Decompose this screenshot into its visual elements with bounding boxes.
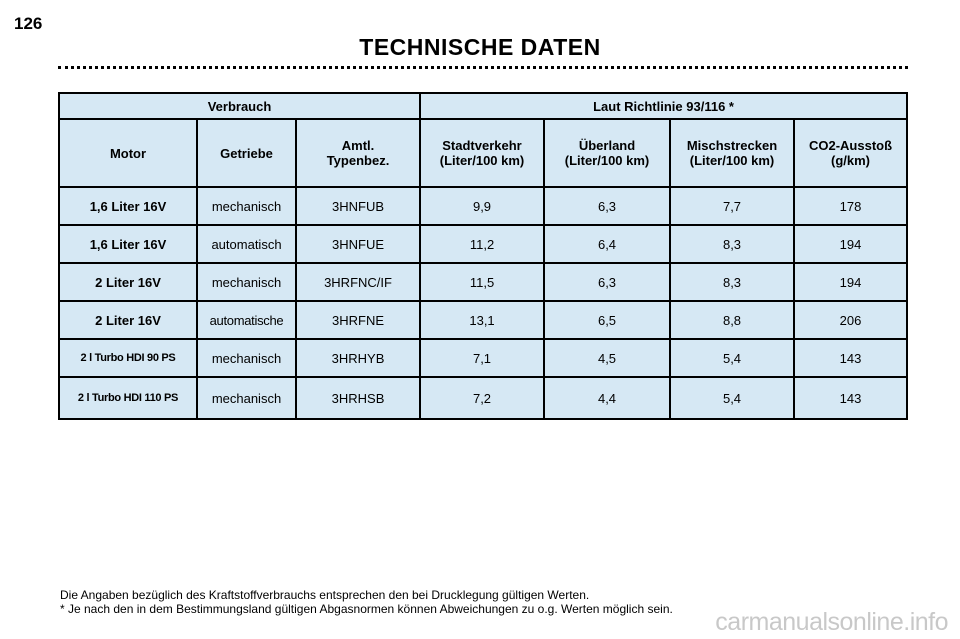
cell-type-code: 3HRFNC/IF [296, 263, 420, 301]
cell-city: 13,1 [420, 301, 544, 339]
cell-type-code: 3HNFUB [296, 187, 420, 225]
cell-co2: 178 [794, 187, 907, 225]
footnote-line: * Je nach den in dem Bestimmungsland gültigen Abgasnormen können Abweichungen zu o.g. Werten möglich sein. [60, 602, 673, 616]
cell-type-code: 3HNFUE [296, 225, 420, 263]
column-header-sublabel: (g/km) [831, 153, 871, 168]
watermark: carmanualsonline.info [715, 608, 948, 636]
cell-city: 11,5 [420, 263, 544, 301]
column-header-combined [670, 119, 794, 187]
column-header-transmission [197, 119, 296, 187]
cell-combined: 8,3 [670, 225, 794, 263]
cell-co2: 143 [794, 339, 907, 377]
column-header-co2 [794, 119, 907, 187]
cell-highway: 6,3 [544, 263, 670, 301]
table-row [59, 187, 907, 225]
table-row [59, 301, 907, 339]
cell-city: 11,2 [420, 225, 544, 263]
column-header-sublabel: (Liter/100 km) [689, 153, 775, 168]
cell-transmission: automatisch [197, 225, 296, 263]
cell-combined: 7,7 [670, 187, 794, 225]
group-header-row [59, 93, 907, 119]
page-number: 126 [14, 14, 43, 33]
footnote [60, 588, 673, 616]
cell-city: 7,2 [420, 377, 544, 419]
column-header-row [59, 119, 907, 187]
cell-highway: 4,5 [544, 339, 670, 377]
cell-combined: 8,8 [670, 301, 794, 339]
cell-highway: 6,4 [544, 225, 670, 263]
cell-co2: 143 [794, 377, 907, 419]
table-row [59, 377, 907, 419]
group-header-directive: Laut Richtlinie 93/116 * [420, 93, 907, 119]
cell-city: 9,9 [420, 187, 544, 225]
cell-transmission: automatische [197, 301, 296, 339]
table-row [59, 339, 907, 377]
cell-highway: 6,3 [544, 187, 670, 225]
dotted-divider [58, 66, 908, 69]
page-title: TECHNISCHE DATEN [359, 34, 601, 60]
cell-transmission: mechanisch [197, 377, 296, 419]
cell-highway: 6,5 [544, 301, 670, 339]
column-header-label: Getriebe [220, 145, 273, 161]
column-header-label: Überland [578, 138, 636, 153]
cell-highway: 4,4 [544, 377, 670, 419]
cell-co2: 194 [794, 225, 907, 263]
column-header-city [420, 119, 544, 187]
cell-motor: 2 l Turbo HDI 90 PS [59, 339, 197, 377]
cell-type-code: 3HRHSB [296, 377, 420, 419]
column-header-sublabel: (Liter/100 km) [439, 153, 525, 168]
cell-combined: 5,4 [670, 377, 794, 419]
cell-motor: 1,6 Liter 16V [59, 187, 197, 225]
column-header-type-code [296, 119, 420, 187]
cell-co2: 194 [794, 263, 907, 301]
column-header-sublabel: (Liter/100 km) [564, 153, 650, 168]
cell-motor: 2 Liter 16V [59, 263, 197, 301]
cell-motor: 1,6 Liter 16V [59, 225, 197, 263]
group-header-consumption: Verbrauch [59, 93, 420, 119]
cell-transmission: mechanisch [197, 263, 296, 301]
table-row [59, 263, 907, 301]
column-header-highway [544, 119, 670, 187]
column-header-label: CO2-Ausstoß [808, 138, 893, 153]
column-header-label: Stadtverkehr [442, 138, 522, 153]
cell-type-code: 3HRFNE [296, 301, 420, 339]
cell-type-code: 3HRHYB [296, 339, 420, 377]
cell-combined: 8,3 [670, 263, 794, 301]
cell-transmission: mechanisch [197, 187, 296, 225]
column-header-label: Mischstrecken [686, 138, 778, 153]
footnote-line: Die Angaben bezüglich des Kraftstoffverbrauchs entsprechen den bei Drucklegung gültigen Werten. [60, 588, 590, 602]
column-header-label: Amtl. [341, 138, 375, 153]
column-header-label: Motor [109, 145, 147, 161]
cell-transmission: mechanisch [197, 339, 296, 377]
cell-motor: 2 l Turbo HDI 110 PS [59, 377, 197, 419]
cell-combined: 5,4 [670, 339, 794, 377]
cell-motor: 2 Liter 16V [59, 301, 197, 339]
table-row [59, 225, 907, 263]
cell-city: 7,1 [420, 339, 544, 377]
column-header-motor [59, 119, 197, 187]
column-header-sublabel: Typenbez. [326, 153, 390, 168]
cell-co2: 206 [794, 301, 907, 339]
technical-data-table [58, 92, 908, 420]
